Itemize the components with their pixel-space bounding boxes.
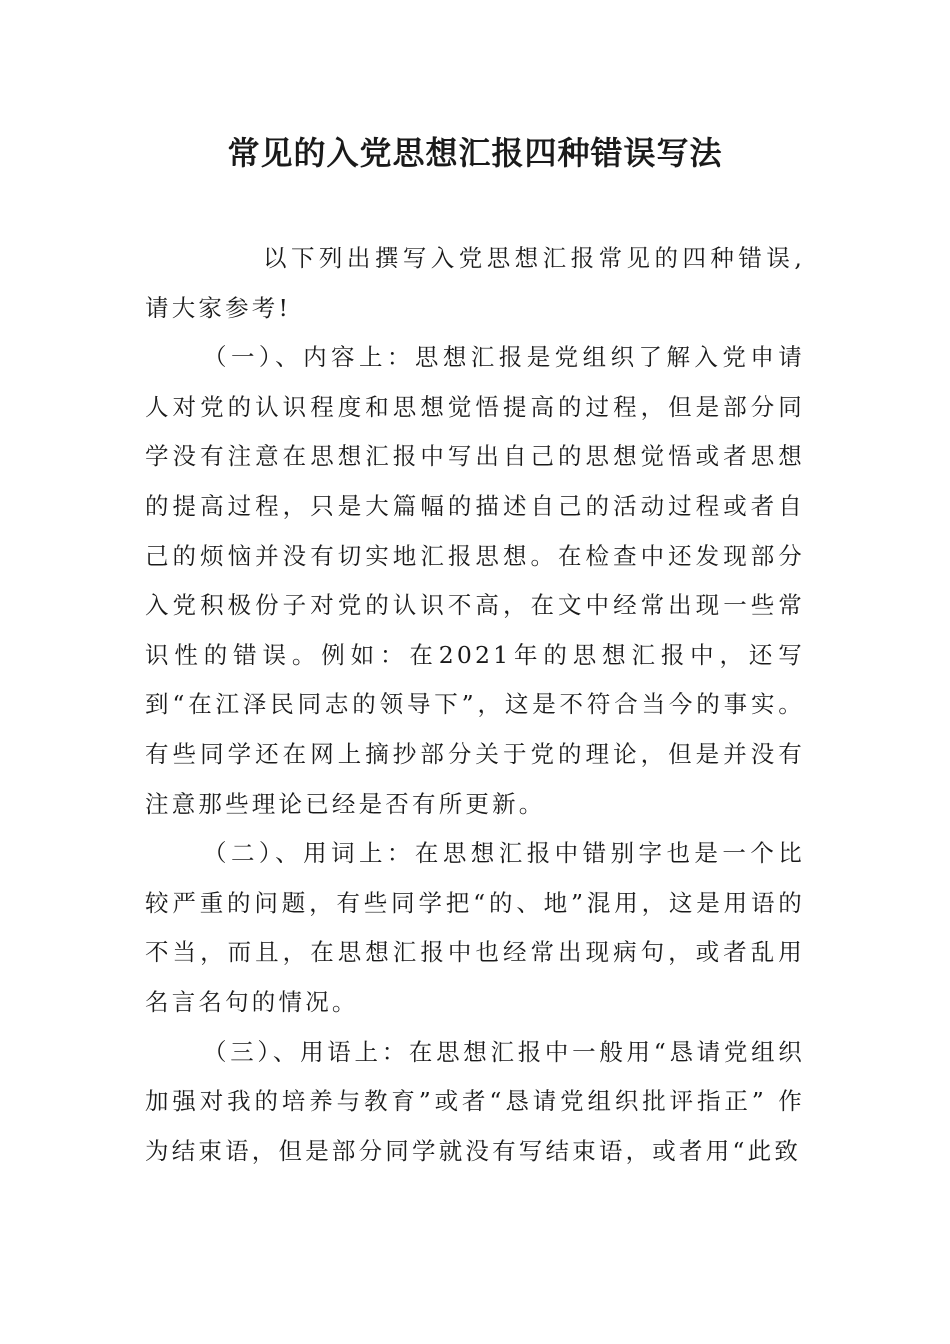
paragraph-content-error: （一）、内容上：思想汇报是党组织了解入党申请人对党的认识程度和思想觉悟提高的过程，但是部分同学没有注意在思想汇报中写出自己的思想觉悟或者思想的提高过程，只是大篇幅的描述自己的活动过程或者自己的烦恼并没有切实地汇报思想。在检查中还发现部分入党积极份子对党的认识不高，在文中经常出现一些常识性的错误。例如：在2021年的思想汇报中，还写到“在江泽民同志的领导下”，这是不符合当今的事实。有些同学还在网上摘抄部分关于党的理论，但是并没有注意那些理论已经是否有所更新。 [145,343,805,818]
intro-paragraph: 以下列出撰写入党思想汇报常见的四种错误,请大家参考! [145,244,805,322]
document-title: 常见的入党思想汇报四种错误写法 [227,134,723,172]
document-body [145,234,805,1176]
paragraph-phrasing-error: （三）、用语上：在思想汇报中一般用“恳请党组织加强对我的培养与教育”或者“恳请党组织批评指正” 作为结束语，但是部分同学就没有写结束语，或者用“此致 [145,1037,805,1165]
paragraph-wording-error: （二）、用词上：在思想汇报中错别字也是一个比较严重的问题，有些同学把“的、地”混用，这是用语的不当，而且，在思想汇报中也经常出现病句，或者乱用名言名句的情况。 [145,839,805,1016]
